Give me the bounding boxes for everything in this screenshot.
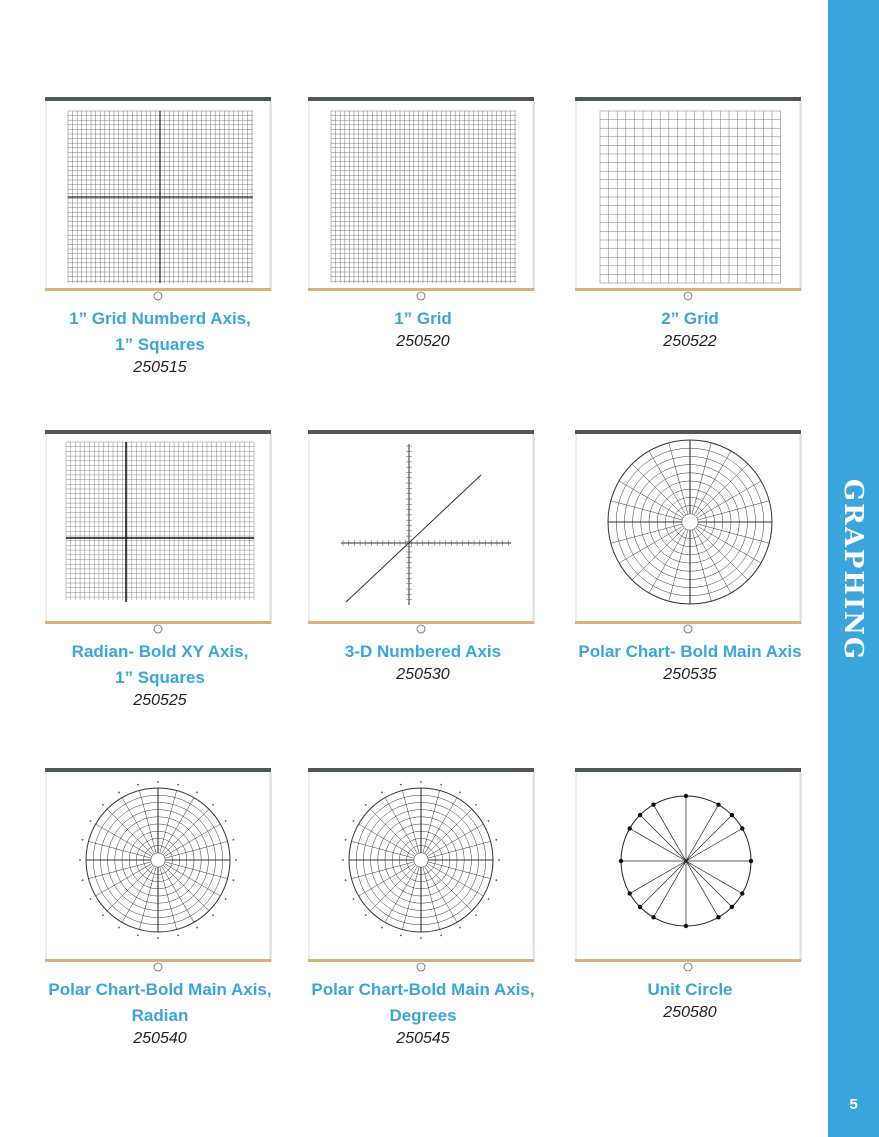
screen-case-bar [575,97,801,101]
screen-panel [309,432,533,622]
pull-down-screen-image [303,95,543,305]
product-code: 250530 [396,666,450,683]
pull-ring-icon [417,963,425,971]
pull-down-screen-image [40,95,280,305]
pull-down-screen-image [570,766,810,976]
section-title: GRAPHING [838,478,868,662]
screen-case-bar [308,768,534,772]
screen-bottom-rod [45,288,271,291]
product-title: 3-D Numbered Axis [344,642,502,661]
unit-circle-point [740,826,744,830]
unit-circle-point [730,905,734,909]
product-card [293,95,553,353]
unit-circle-point [651,915,655,919]
screen-bottom-rod [575,621,801,624]
unit-circle-point [730,813,734,817]
unit-circle-point [638,905,642,909]
pull-down-screen-image [570,428,810,638]
unit-circle-point [651,803,655,807]
product-title: 1” Squares [115,335,205,354]
pull-down-screen-image [570,95,810,305]
product-card [30,428,290,712]
pull-ring-icon [154,625,162,633]
unit-circle-point [628,891,632,895]
product-code: 250540 [133,1030,187,1047]
chart-artwork [66,442,254,602]
page-number: 5 [849,1096,858,1113]
screen-case-bar [575,430,801,434]
product-card [560,95,820,353]
product-title: Unit Circle [647,980,733,999]
screen-bottom-rod [575,288,801,291]
pull-ring-icon [154,963,162,971]
screen-case-bar [308,97,534,101]
product-card [560,428,820,686]
chart-artwork [619,794,753,928]
product-code: 250522 [663,333,717,350]
screen-case-bar [45,430,271,434]
product-title: 1” Squares [115,668,205,687]
pull-down-screen-image [40,428,280,638]
product-code: 250535 [663,666,717,683]
unit-circle-point [638,813,642,817]
pull-ring-icon [154,292,162,300]
pull-ring-icon [417,292,425,300]
screen-panel [576,432,800,622]
product-code: 250580 [663,1004,717,1021]
screen-case-bar [45,97,271,101]
product-code: 250545 [396,1030,450,1047]
pull-down-screen-image [303,766,543,976]
screen-bottom-rod [308,288,534,291]
pull-ring-icon [417,625,425,633]
screen-case-bar [45,768,271,772]
unit-circle-point [716,915,720,919]
product-title: 1” Grid Numberd Axis, [69,309,251,328]
product-title: 2” Grid [661,309,719,328]
screen-panel [576,99,800,289]
pull-ring-icon [684,625,692,633]
unit-circle-point [619,859,623,863]
pull-down-screen-image [40,766,280,976]
product-card [293,766,553,1050]
screen-bottom-rod [45,959,271,962]
product-title: Polar Chart-Bold Main Axis, [48,980,272,999]
pull-down-screen-image [303,428,543,638]
product-title: Radian- Bold XY Axis, [71,642,249,661]
product-code: 250525 [133,692,187,709]
unit-circle-point [684,794,688,798]
product-title: 1” Grid [394,309,452,328]
chart-artwork [600,111,781,283]
unit-circle-point [740,891,744,895]
product-code: 250520 [396,333,450,350]
screen-panel [46,432,270,622]
product-title: Radian [131,1006,189,1025]
product-card [293,428,553,686]
product-title: Degrees [389,1006,457,1025]
pull-ring-icon [684,963,692,971]
unit-circle-point [716,803,720,807]
screen-bottom-rod [308,959,534,962]
product-title: Polar Chart-Bold Main Axis, [311,980,535,999]
unit-circle-point [684,924,688,928]
product-card [30,95,290,379]
product-card [560,766,820,1024]
product-title: Polar Chart- Bold Main Axis [578,642,802,661]
unit-circle-point [749,859,753,863]
product-card [30,766,290,1050]
product-code: 250515 [133,359,187,376]
screen-bottom-rod [45,621,271,624]
screen-bottom-rod [308,621,534,624]
unit-circle-point [628,826,632,830]
pull-ring-icon [684,292,692,300]
screen-case-bar [575,768,801,772]
screen-bottom-rod [575,959,801,962]
screen-case-bar [308,430,534,434]
